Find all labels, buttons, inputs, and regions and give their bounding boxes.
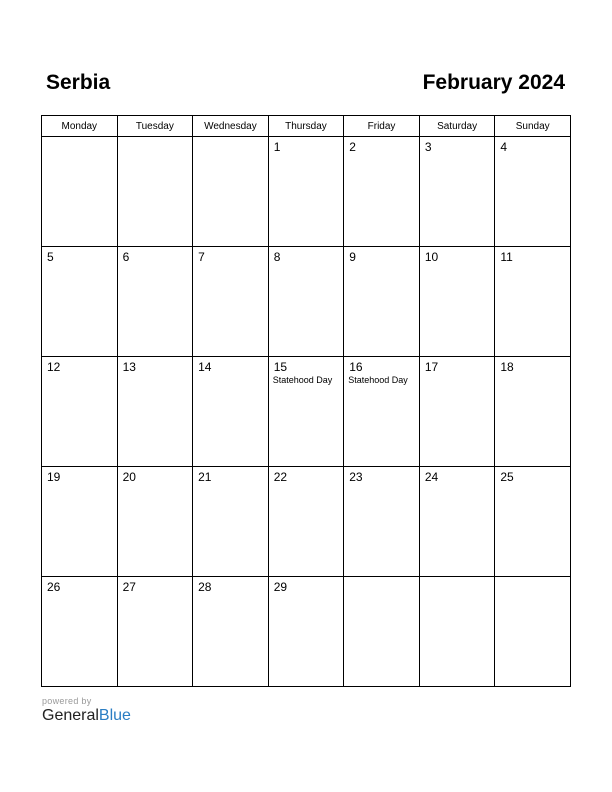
day-number: 15 bbox=[273, 360, 288, 374]
day-cell bbox=[42, 577, 118, 687]
day-number: 23 bbox=[349, 470, 363, 484]
day-number: 20 bbox=[122, 470, 136, 484]
day-number: 9 bbox=[349, 250, 356, 264]
day-number: 29 bbox=[273, 580, 288, 594]
day-cell bbox=[42, 467, 118, 577]
day-number: 13 bbox=[122, 360, 136, 374]
day-cell bbox=[495, 467, 571, 577]
week-row bbox=[42, 137, 571, 247]
holiday-label: Statehood Day bbox=[272, 375, 333, 385]
day-cell bbox=[419, 577, 495, 687]
day-cell bbox=[419, 137, 495, 247]
day-cell bbox=[419, 467, 495, 577]
day-number: 3 bbox=[424, 140, 432, 154]
day-cell bbox=[495, 247, 571, 357]
day-cell bbox=[419, 247, 495, 357]
day-number: 17 bbox=[424, 360, 439, 374]
weekday-wednesday: Wednesday bbox=[193, 116, 269, 137]
country-title: Serbia bbox=[46, 71, 111, 94]
day-number: 5 bbox=[47, 250, 54, 264]
day-number: 27 bbox=[122, 580, 136, 594]
weekday-tuesday: Tuesday bbox=[117, 116, 193, 137]
day-number: 24 bbox=[424, 470, 439, 484]
day-number: 12 bbox=[47, 360, 61, 374]
weekday-header-row bbox=[42, 116, 571, 137]
day-cell bbox=[117, 357, 193, 467]
day-cell bbox=[344, 467, 420, 577]
weekday-monday: Monday bbox=[42, 116, 118, 137]
day-cell bbox=[495, 357, 571, 467]
day-cell bbox=[42, 357, 118, 467]
day-cell bbox=[495, 137, 571, 247]
day-cell bbox=[268, 577, 344, 687]
brand-logo bbox=[42, 707, 131, 725]
day-cell bbox=[268, 467, 344, 577]
day-cell bbox=[344, 577, 420, 687]
weekday-thursday: Thursday bbox=[268, 116, 344, 137]
day-cell bbox=[42, 137, 118, 247]
day-number: 1 bbox=[273, 140, 281, 154]
brand-blue: Blue bbox=[98, 707, 131, 724]
day-number: 8 bbox=[273, 250, 281, 264]
day-cell bbox=[344, 247, 420, 357]
day-cell bbox=[419, 357, 495, 467]
brand-general: General bbox=[42, 707, 99, 724]
month-title: February 2024 bbox=[422, 71, 565, 94]
day-number: 6 bbox=[122, 250, 130, 264]
calendar-grid bbox=[41, 115, 571, 689]
day-cell bbox=[268, 357, 344, 467]
day-cell bbox=[268, 247, 344, 357]
day-cell bbox=[193, 247, 269, 357]
day-cell bbox=[117, 247, 193, 357]
day-number: 25 bbox=[500, 470, 514, 484]
day-number: 22 bbox=[273, 470, 288, 484]
day-number: 28 bbox=[198, 580, 212, 594]
powered-by-text: powered by bbox=[42, 696, 92, 706]
day-cell bbox=[117, 577, 193, 687]
day-cell bbox=[193, 577, 269, 687]
day-cell bbox=[268, 137, 344, 247]
day-number: 11 bbox=[500, 250, 513, 264]
week-row bbox=[42, 357, 571, 467]
day-cell bbox=[117, 467, 193, 577]
day-number: 2 bbox=[349, 140, 356, 154]
day-cell bbox=[344, 137, 420, 247]
weekday-sunday: Sunday bbox=[495, 116, 571, 137]
day-number: 14 bbox=[198, 360, 212, 374]
day-number: 18 bbox=[500, 360, 514, 374]
day-cell bbox=[495, 577, 571, 687]
day-number: 19 bbox=[47, 470, 61, 484]
day-number: 10 bbox=[424, 250, 439, 264]
weekday-saturday: Saturday bbox=[419, 116, 495, 137]
day-number: 16 bbox=[349, 360, 363, 374]
day-number: 21 bbox=[198, 470, 212, 484]
week-row bbox=[42, 467, 571, 577]
week-row bbox=[42, 577, 571, 687]
week-row bbox=[42, 247, 571, 357]
day-number: 4 bbox=[500, 140, 508, 154]
day-cell bbox=[193, 137, 269, 247]
day-number: 7 bbox=[198, 250, 205, 264]
day-cell bbox=[42, 247, 118, 357]
holiday-label: Statehood Day bbox=[348, 375, 408, 385]
day-number: 26 bbox=[47, 580, 61, 594]
calendar-table bbox=[41, 115, 571, 687]
day-cell bbox=[193, 357, 269, 467]
day-cell bbox=[344, 357, 420, 467]
footer-branding bbox=[42, 696, 131, 725]
weekday-friday: Friday bbox=[344, 116, 420, 137]
day-cell bbox=[193, 467, 269, 577]
day-cell bbox=[117, 137, 193, 247]
